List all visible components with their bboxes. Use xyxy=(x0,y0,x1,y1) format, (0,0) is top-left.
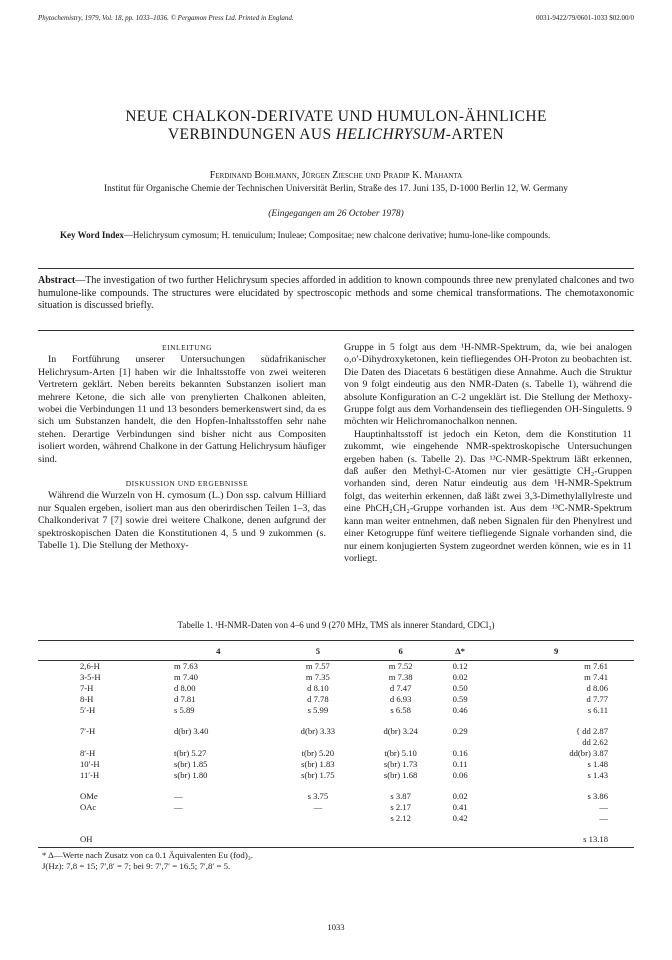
table-cell: m 7.41 xyxy=(584,672,608,682)
section-heading-discussion: DISKUSSION UND ERGEBNISSE xyxy=(125,479,249,489)
table-cell: OAc xyxy=(80,802,97,812)
table-row xyxy=(38,726,634,737)
table-cell xyxy=(442,834,478,848)
table-footnote xyxy=(42,850,632,872)
received-date: (Eingegangen am 26 October 1978) xyxy=(268,209,404,219)
table-body xyxy=(38,661,634,848)
table-cell: d(br) 3.33 xyxy=(300,726,336,736)
table-cell: s 5.99 xyxy=(307,705,329,715)
table-cell: d 8.06 xyxy=(586,683,608,693)
table-header-cell: 6 xyxy=(359,641,442,661)
table-cell: s 3.87 xyxy=(390,791,411,801)
table-cell: 0.42 xyxy=(452,813,468,823)
article-title xyxy=(40,108,632,144)
table-cell: 7-H xyxy=(80,683,94,693)
keyword-text: —Helichrysum cymosum; H. tenuiculum; Inuleae; Compositae; new chalcone derivative; humu-lone-like compounds. xyxy=(123,230,551,240)
table-cell: s 1.48 xyxy=(587,759,608,769)
table-cell: s 1.43 xyxy=(587,770,608,780)
table-cell xyxy=(359,737,442,748)
table-cell: 0.02 xyxy=(452,791,468,801)
table-cell: { dd 2.87 xyxy=(575,726,608,736)
table-row xyxy=(38,834,634,848)
table-cell: OMe xyxy=(80,791,98,801)
nmr-data-table xyxy=(38,640,634,848)
table-row xyxy=(38,748,634,759)
table-cell xyxy=(276,737,359,748)
abstract-label: Abstract xyxy=(38,275,76,286)
table-cell: s(br) 1.80 xyxy=(174,770,208,780)
footnote-line-1: * Δ—Werte nach Zusatz von ca 0.1 Äquivalenten Eu (fod)₃. xyxy=(42,850,254,860)
article-code: 0031-9422/79/0601-1033 $02.00/0 xyxy=(536,14,634,22)
table-cell xyxy=(442,737,478,748)
table-row xyxy=(38,791,634,802)
table-row xyxy=(38,661,634,673)
abstract-bottom-rule xyxy=(38,330,634,331)
table-cell: m 7.35 xyxy=(305,672,330,682)
abstract xyxy=(38,275,634,313)
table-cell: — xyxy=(599,813,608,823)
table-cell: d(br) 3.40 xyxy=(174,726,209,736)
table-cell: d 7.77 xyxy=(586,694,608,704)
table-row xyxy=(38,813,634,824)
table-cell: OH xyxy=(38,834,160,848)
table-cell: 11′-H xyxy=(80,770,100,780)
table-header-cell: 9 xyxy=(478,641,634,661)
table-cell: d 7.78 xyxy=(307,694,329,704)
table-cell: 8-H xyxy=(80,694,94,704)
page-number: 1033 xyxy=(327,922,345,932)
table-cell xyxy=(38,737,160,748)
table-cell xyxy=(38,813,160,824)
table-cell: 0.46 xyxy=(452,705,468,715)
table-cell xyxy=(160,834,276,848)
title-part-a: VERBINDUNGEN AUS xyxy=(167,126,336,143)
table-cell: s 2.17 xyxy=(390,802,411,812)
table-row xyxy=(38,770,634,781)
table-row xyxy=(38,759,634,770)
table-cell: m 7.63 xyxy=(174,661,198,671)
table-header-cell: 4 xyxy=(160,641,276,661)
journal-header: Phytochemistry, 1979, Vol. 18, pp. 1033–1036. © Pergamon Press Ltd. Printed in England. xyxy=(38,14,294,22)
title-part-genus: HELICHRYSUM xyxy=(335,126,446,143)
table-cell: 5′-H xyxy=(80,705,96,715)
table-cell: 0.50 xyxy=(452,683,468,693)
table-cell: m 7.57 xyxy=(305,661,330,671)
table-cell: s(br) 1.83 xyxy=(301,759,335,769)
table-cell: 0.02 xyxy=(452,672,468,682)
abstract-text: —The investigation of two further Helichrysum species afforded in addition to known compounds three new prenylated chalcones and two humulone-like compounds. The structures were elucidated by spectroscopic methods and some chemical transformations. The chemotaxonomic situation is discussed briefly. xyxy=(38,275,634,311)
table-cell: d 7.81 xyxy=(174,694,196,704)
table-cell: d 7.47 xyxy=(389,683,412,693)
table-cell: m 7.40 xyxy=(174,672,198,682)
table-spacer xyxy=(38,716,634,726)
table-header-cell: Δ* xyxy=(442,641,478,661)
keyword-label: Key Word Index xyxy=(60,230,124,240)
discussion-paragraph: Während die Wurzeln von H. cymosum (L.) Don ssp. calvum Hilliard nur Squalen ergeben, isoliert man aus den oberirdischen Teilen 1–3, das Chalkonderivat 7 [7] sowie drei weitere Chalkone, denen aufgrund der spektroskopischen Daten die Konstitutionen 4, 5 und 9 zukommen (s. Tabelle 1). Die Stellung der Methoxy- xyxy=(38,490,326,552)
table-cell xyxy=(276,813,359,824)
table-header-row xyxy=(38,641,634,661)
table-cell: d 8.00 xyxy=(174,683,196,693)
table-cell: d(br) 3.24 xyxy=(383,726,418,736)
table-caption: Tabelle 1. ¹H-NMR-Daten von 4–6 und 9 (270 MHz, TMS als innerer Standard, CDCl₃) xyxy=(177,620,495,630)
table-row xyxy=(38,705,634,716)
table-cell xyxy=(276,834,359,848)
table-cell: dd 2.62 xyxy=(582,737,608,747)
table-header-cell: 5 xyxy=(276,641,359,661)
right-paragraph-1: Gruppe in 5 folgt aus dem ¹H-NMR-Spektrum, da, wie bei analogen o,o′-Dihydroxyketonen, kein tiefliegendes OH-Proton zu beobachten ist. Die Daten des Diacetats 6 bestätigen diese Annahme. Auch die Struktur von 9 folgt eindeutig aus den NMR-Daten (s. Tabelle 1), während die absolute Konfiguration an C-2 ungeklärt ist. Die Stellung der Methoxy-Gruppe folgt aus dem Vorhandensein des tiefliegenden OH-Singuletts. 9 möchten wir Helichromanochalkon nennen. xyxy=(344,342,632,428)
table-cell: — xyxy=(174,802,183,812)
table-cell: s(br) 1.75 xyxy=(301,770,335,780)
table-cell: t(br) 5.20 xyxy=(301,748,335,758)
table-cell: d 6.93 xyxy=(389,694,412,704)
table-cell: 0.41 xyxy=(452,802,468,812)
table-cell xyxy=(160,813,276,824)
left-column xyxy=(38,342,326,553)
table-spacer xyxy=(38,781,634,791)
intro-paragraph: In Fortführung unserer Untersuchungen südafrikanischer Helichrysum-Arten [1] haben wir die Inhaltsstoffe von zwei weiteren Vertretern geklärt. Neben bereits bekannten Substanzen isoliert man mehrere Ketone, die sich alle von prenylierten Chalkonen ableiten, wobei die Verbindungen 11 und 13 besonders bemerkenswert sind, da es sich um Substanzen handelt, die den Hopfen-Inhaltsstoffen sehr nahe stehen. Derartige Verbindungen sind bisher nicht aus Compositen isoliert worden, während Chalkone in der Gattung Helichrysum häufiger sind. xyxy=(38,354,326,465)
table-cell: 7′-H xyxy=(80,726,96,736)
table-cell: 0.29 xyxy=(452,726,468,736)
table-cell: — xyxy=(174,791,183,801)
table-cell: 10′-H xyxy=(80,759,100,769)
table-cell: s 6.11 xyxy=(587,705,608,715)
table-row xyxy=(38,672,634,683)
table-cell: 0.12 xyxy=(452,661,468,671)
table-cell: — xyxy=(599,802,608,812)
table-cell: s 6.58 xyxy=(390,705,411,715)
table-cell: m 7.61 xyxy=(584,661,608,671)
footnote-line-2: J(Hz): 7,8 = 15; 7′,8′ = 7; bei 9: 7′,7′ = 16.5; 7′,8′ = 5. xyxy=(42,861,231,871)
table-cell: 0.59 xyxy=(452,694,468,704)
right-column xyxy=(344,342,632,565)
table-cell: 2,6-H xyxy=(80,661,100,671)
table-row xyxy=(38,694,634,705)
title-part-c: -ARTEN xyxy=(445,126,505,143)
table-cell: 3-5-H xyxy=(80,672,101,682)
table-cell: s 2.12 xyxy=(390,813,411,823)
table-cell: 0.11 xyxy=(452,759,468,769)
table-cell: d 8.10 xyxy=(307,683,329,693)
table-row xyxy=(38,802,634,813)
abstract-top-rule xyxy=(38,268,634,269)
table-cell: dd(br) 3.87 xyxy=(569,748,608,758)
title-line-2 xyxy=(40,126,632,144)
table-row xyxy=(38,683,634,694)
table-cell: s(br) 1.85 xyxy=(174,759,208,769)
table-cell: — xyxy=(313,802,323,812)
title-line-1: NEUE CHALKON-DERIVATE UND HUMULON-ÄHNLICHE xyxy=(125,108,547,125)
table-cell: t(br) 5.27 xyxy=(174,748,207,758)
table-cell: s 5.89 xyxy=(174,705,195,715)
table-cell: s(br) 1.68 xyxy=(383,770,418,780)
authors: Ferdinand Bohlmann, Jürgen Ziesche und Pradip K. Mahanta xyxy=(209,170,463,181)
table-cell: s 13.18 xyxy=(478,834,634,848)
table-cell: s(br) 1.73 xyxy=(383,759,418,769)
table-cell xyxy=(160,737,276,748)
table-cell: s 3.75 xyxy=(307,791,329,801)
section-heading-introduction: EINLEITUNG xyxy=(162,343,212,352)
right-paragraph-2: Hauptinhaltsstoff ist jedoch ein Keton, dem die Konstitution 11 zukommt, wie eingehende NMR-spektroskopische Untersuchungen ergeben haben (s. Tabelle 2). Das ¹³C-NMR-Spektrum läßt erkennen, daß außer den Methyl-C-Atomen nur vier gesättigte CH₂-Gruppen vorhanden sind, deren Natur eindeutig aus dem ¹H-NMR-Spektrum folgt, das weiterhin erkennen, daß läßt zwei 3,3-Dimethylallylreste und eine PhCH₂CH₂-Gruppe vorhanden ist. Aus dem ¹³C-NMR-Spektrum kann man weiter entnehmen, daß neben Signalen für den Phenylrest und einer Ketogruppe fünf weitere tiefliegende Signale vorhanden sind, die nur einem konjugierten System zugeordnet werden können, wie es in 11 vorliegt. xyxy=(344,428,632,564)
table-row xyxy=(38,737,634,748)
table-cell: 8′-H xyxy=(80,748,96,758)
table-cell xyxy=(359,834,442,848)
keyword-index xyxy=(60,229,600,241)
table-cell: 0.06 xyxy=(452,770,468,780)
table-cell: s 3.86 xyxy=(587,791,608,801)
table-cell: t(br) 5.10 xyxy=(384,748,417,758)
institute: Institut für Organische Chemie der Technischen Universität Berlin, Straße des 17. Juni 135, D-1000 Berlin 12, W. Germany xyxy=(103,184,568,194)
table-cell: 0.16 xyxy=(452,748,468,758)
table-spacer xyxy=(38,824,634,834)
table-header-cell xyxy=(38,641,160,661)
table-cell: m 7.38 xyxy=(388,672,413,682)
table-cell: m 7.52 xyxy=(388,661,413,671)
